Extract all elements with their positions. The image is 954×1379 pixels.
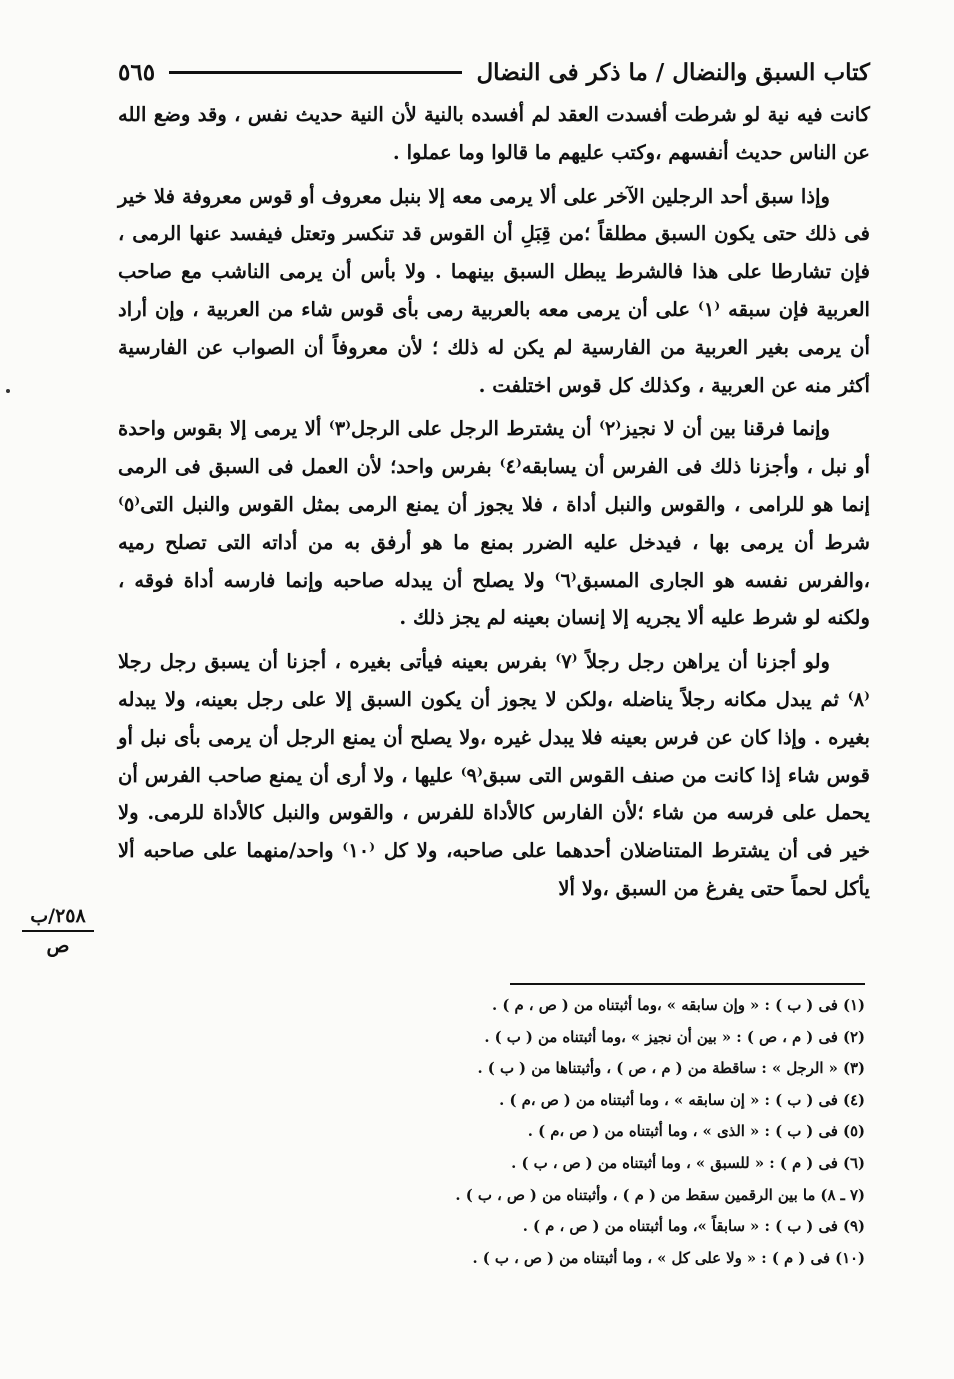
folio-reference: ٢٥٨/ب xyxy=(30,905,86,927)
footnote: (٧ ـ ٨) ما بين الرقمين سقط من ( م ) ، وأثبتناه من ( ص ، ب ) . xyxy=(455,1186,865,1204)
footnote: (٦) فى ( م ) : « للسبق » ، وما أثبتناه من ( ص ، ب ) . xyxy=(511,1154,865,1172)
header-title: كتاب السبق والنضال / ما ذكر فى النضال xyxy=(476,58,870,86)
footnote: (٩) فى ( ب ) : « سابقاً »، وما أثبتناه من ( ص ، م ) . xyxy=(522,1218,865,1236)
header-rule xyxy=(169,71,462,74)
paragraph: وإذا سبق أحد الرجلين الآخر على ألا يرمى معه إلا بنبل معروف أو قوس معروفة فلا خير فى ذلك حتى يكون السبق مطلقاً ؛من قِبَلِ أن القوس قد تنكسر وتعتل فيفسد عنها الرمى ، فإن تشارطا على هذا فالشرط يبطل السبق بينهما . ولا بأس أن يرمى الناشب مع صاحب العربية فإن سبقه ⁽١⁾ على أن يرمى معه بالعربية رمى بأى قوس شاء من العربية ، وإن أراد أن يرمى بغير العربية من الفارسية لم يكن له ذلك ؛ لأن معروفاً أن الصواب عن الفارسية أكثر منه عن العربية ، وكذلك كل قوس اختلفت . xyxy=(118,184,870,397)
page-number: ٥٦٥ xyxy=(118,58,156,86)
folio-divider xyxy=(22,930,94,932)
footnote: (١) فى ( ب ) : « وإن سابقه » ،وما أثبتناه من ( ص ، م ) . xyxy=(492,997,865,1014)
footnote: (٣) « الرجل » : ساقطة من ( م ، ص ) ، وأثبتناها من ( ب ) . xyxy=(477,1060,865,1078)
manuscript-folio-note xyxy=(18,905,98,957)
footnote: (١٠) فى ( م ) : « ولا على كل » ، وما أثبتناه من ( ص ، ب ) . xyxy=(472,1249,865,1267)
stray-mark xyxy=(6,389,10,393)
footnote: (٥) فى ( ب ) : « الذى » ، وما أثبتناه من ( ص ،م ) . xyxy=(527,1123,865,1141)
footnote: (٢) فى ( م ، ص ) : « بين أن نجيز » ،وما أثبتناه من ( ب ) . xyxy=(484,1028,865,1046)
footnote-separator xyxy=(510,983,865,985)
paragraph: ولو أجزنا أن يراهن رجل رجلاً ⁽٧⁾ بفرس بعينه فيأتى بغيره ، أجزنا أن يسبق رجل رجلا ⁽٨⁾ ثم يبدل مكانه رجلاً يناضله ،ولكن لا يجوز أن يكون السبق إلا على رجل بعينه، ولا يبدله بغيره . وإذا كان عن فرس بعينه فلا يبدل غيره ،ولا يصلح أن يمنع الرجل أن يرمى بأى نبل أو قوس شاء إذا كانت من صنف القوس التى سبق⁽٩⁾ عليها ، ولا أرى أن يمنع صاحب الفرس أن يحمل على فرسه من شاء ؛لأن الفارس كالأداة للفرس ، والقوس والنبل كالأداة للرمى. ولا خير فى أن يشترط المتناضلان أحدهما على صاحبه، ولا كل ⁽١٠⁾ واحد/منهما على صاحبه ألا يأكل لحماً حتى يفرغ من السبق ،ولا ألا xyxy=(118,650,870,900)
paragraph: وإنما فرقنا بين أن لا نجيز⁽٢⁾ أن يشترط الرجل على الرجل⁽٣⁾ ألا يرمى إلا بقوس واحدة أو نبل ، وأجزنا ذلك فى الفرس أن يسابقه⁽٤⁾ بفرس واحد؛ لأن العمل فى السبق فى الرمى إنما هو للرامى ، والقوس والنبل أداة ، فلا يجوز أن يمنع الرمى بمثل القوس والنبل التى⁽٥⁾ شرط أن يرمى بها ، فيدخل عليه الضرر بمنع ما هو أرفق به من أداته التى تصلح رميه ،والفرس نفسه هو الجارى المسبق⁽٦⁾ ولا يصلح أن يبدله صاحبه وإنما فارسه أداة فوقه ، ولكنه لو شرط عليه ألا يجريه إلا إنسان بعينه لم يجز ذلك . xyxy=(118,417,870,630)
main-text xyxy=(118,96,870,908)
running-header xyxy=(118,52,870,92)
footnotes xyxy=(300,990,865,1274)
manuscript-siglum: ص xyxy=(46,935,70,957)
paragraph: كانت فيه نية لو شرطت أفسدت العقد لم أفسده بالنية لأن النية حديث نفس ، وقد وضع الله عن الناس حديث أنفسهم ،وكتب عليهم ما قالوا وما عملوا . xyxy=(118,103,870,164)
footnote: (٤) فى ( ب ) : « إن سابقه » ، وما أثبتناه من ( ص ،م ) . xyxy=(499,1091,865,1109)
